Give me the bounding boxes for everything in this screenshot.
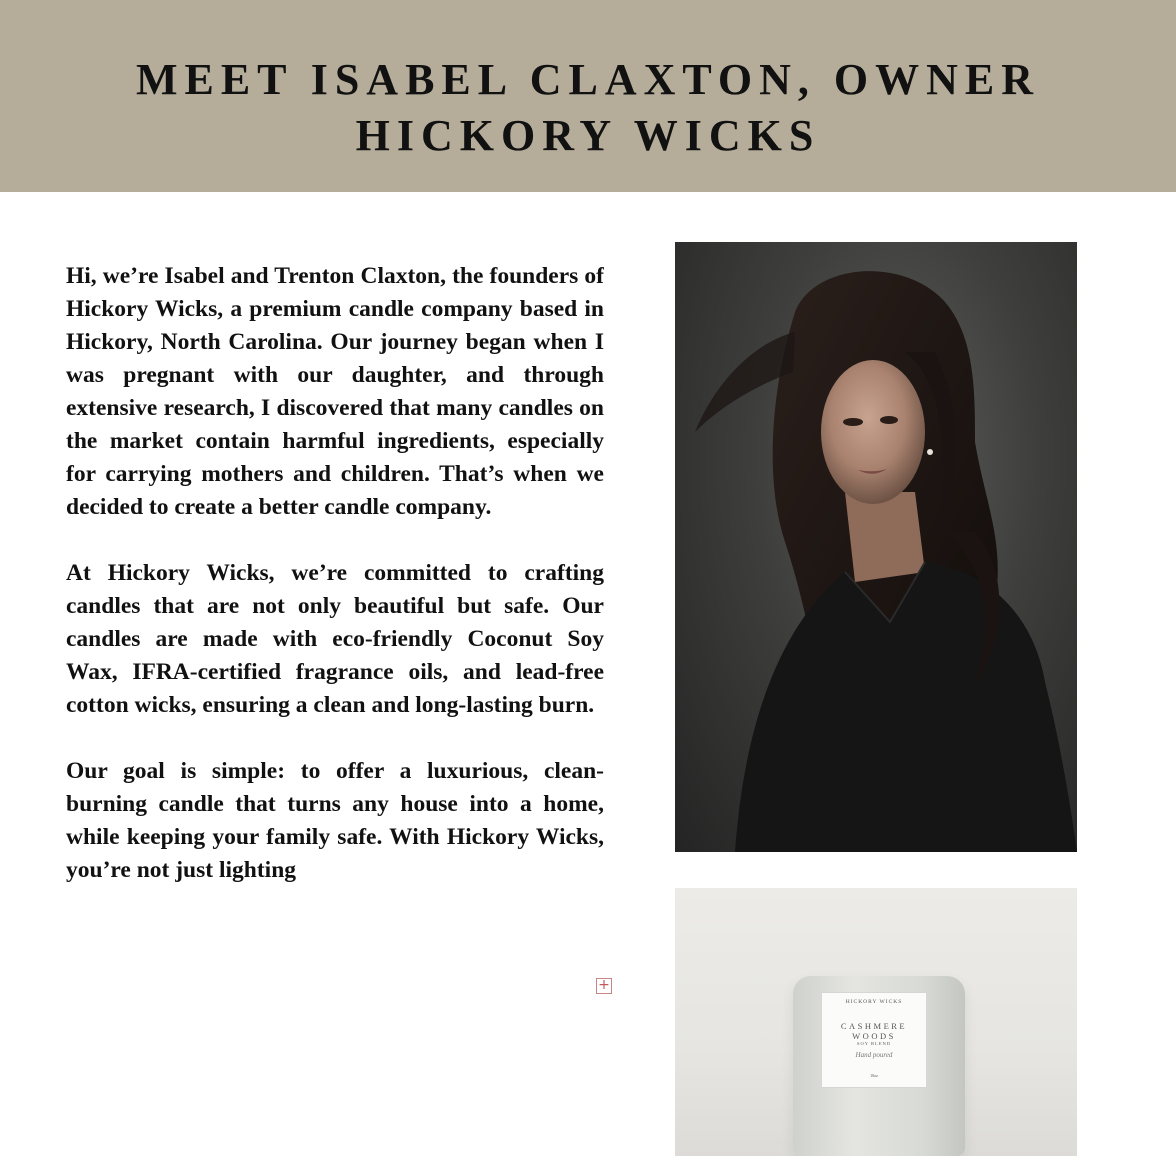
face-shape [821,360,925,504]
candle-label-scent-line-2: WOODS [852,1031,896,1041]
about-paragraph-1: Hi, we’re Isabel and Trenton Claxton, the founders of Hickory Wicks, a premium candle company based in Hickory, North Carolina. Our journey began when I was pregnant with our daughter, and through extensive research, I discovered that many candles on the market contain harmful ingredients, especially for carrying mothers and children. That’s when we decided to create a better candle company. [66,263,604,520]
eye-right [880,416,898,424]
candle-label-scent [822,1021,926,1041]
earring-shape [927,449,933,455]
page-title [0,52,1176,164]
about-paragraph-3: Our goal is simple: to offer a luxurious, clean-burning candle that turns any house into a home, while keeping your family safe. With Hickory Wicks, you’re not just lighting [66,758,604,883]
neck-shape [845,492,925,582]
about-paragraph-2: At Hickory Wicks, we’re committed to crafting candles that are not only beautiful but safe. Our candles are made with eco-friendly Coconut Soy Wax, IFRA-certified fragrance oils, and lead-free cotton wicks, ensuring a clean and long-lasting burn. [66,560,604,718]
owner-portrait-photo [675,242,1077,852]
candle-label-script: Hand poured [855,1051,893,1059]
candle-label-brand: HICKORY WICKS [845,999,903,1005]
about-text [66,260,604,1020]
candle-label-size: 10oz [870,1073,878,1078]
candle-product-photo [675,888,1077,1156]
eye-left [843,418,863,426]
dress-shape [735,562,1077,852]
page-title-line-1: MEET ISABEL CLAXTON, OWNER [135,55,1041,104]
candle-label-blend: SOY BLEND [857,1041,891,1046]
candle-label [821,992,927,1088]
expand-text-icon[interactable]: + [596,978,612,994]
owner-portrait-illustration [675,242,1077,852]
candle-label-scent-line-1: CASHMERE [840,1021,908,1031]
page-title-line-2: HICKORY WICKS [355,111,821,160]
